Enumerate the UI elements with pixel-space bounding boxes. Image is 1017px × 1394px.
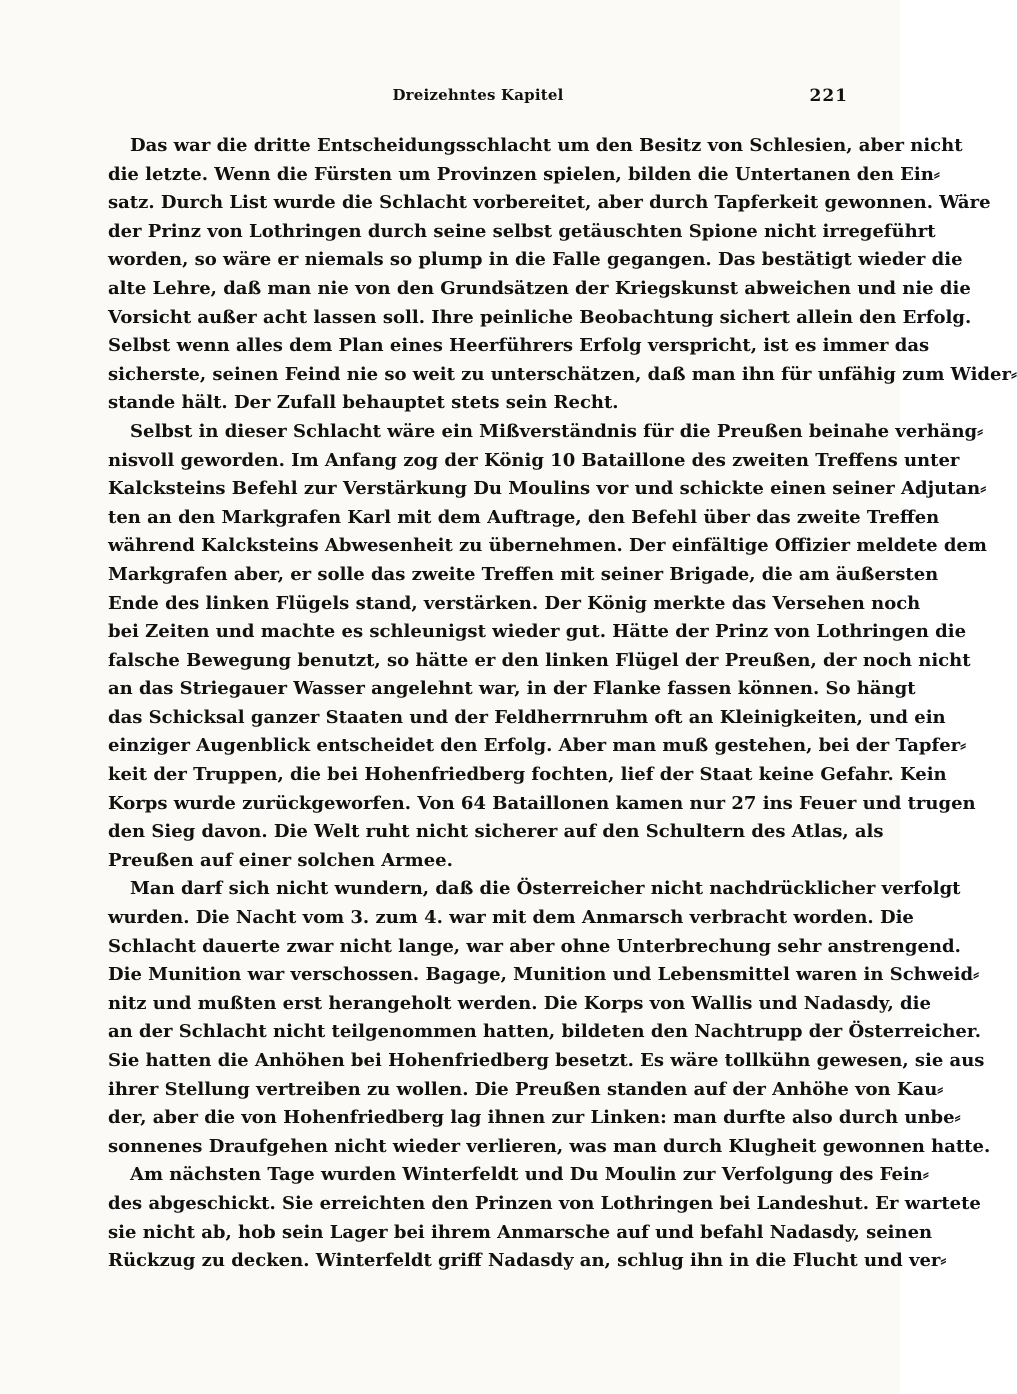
text-line: die letzte. Wenn die Fürsten um Provinzen spielen, bilden die Untertanen den Ein⸗ bbox=[108, 163, 940, 185]
text-line: der Prinz von Lothringen durch seine selbst getäuschten Spione nicht irregeführt bbox=[108, 220, 936, 242]
text-line: Vorsicht außer acht lassen soll. Ihre peinliche Beobachtung sichert allein den Erfolg. bbox=[108, 306, 972, 328]
chapter-title: Dreizehntes Kapitel bbox=[392, 86, 564, 104]
text-line: satz. Durch List wurde die Schlacht vorbereitet, aber durch Tapferkeit gewonnen. Wäre bbox=[108, 192, 991, 214]
text-line: Rückzug zu decken. Winterfeldt griff Nadasdy an, schlug ihn in die Flucht und ver⸗ bbox=[108, 1250, 947, 1272]
text-line: nisvoll geworden. Im Anfang zog der König 10 Bataillone des zweiten Treffens unter bbox=[108, 449, 960, 471]
text-line: Man darf sich nicht wundern, daß die Österreicher nicht nachdrücklicher verfolgt bbox=[130, 878, 961, 900]
text-line: Preußen auf einer solchen Armee. bbox=[108, 849, 453, 871]
paragraph bbox=[108, 875, 991, 1161]
text-line: der, aber die von Hohenfriedberg lag ihnen zur Linken: man durfte also durch unbe⸗ bbox=[108, 1107, 961, 1129]
text-line: stande hält. Der Zufall behauptet stets sein Recht. bbox=[108, 392, 619, 414]
text-line: Schlacht dauerte zwar nicht lange, war aber ohne Unterbrechung sehr anstrengend. bbox=[108, 935, 961, 957]
text-line: sie nicht ab, hob sein Lager bei ihrem Anmarsche auf und befahl Nadasdy, seinen bbox=[108, 1221, 933, 1243]
page-number: 221 bbox=[809, 86, 848, 106]
paragraph bbox=[108, 132, 1017, 418]
text-line: sonnenes Draufgehen nicht wieder verlieren, was man durch Klugheit gewonnen hatte. bbox=[108, 1135, 991, 1157]
paragraph bbox=[108, 1161, 981, 1275]
text-line: falsche Bewegung benutzt, so hätte er den linken Flügel der Preußen, der noch nicht bbox=[108, 649, 971, 671]
text-line: bei Zeiten und machte es schleunigst wieder gut. Hätte der Prinz von Lothringen die bbox=[108, 621, 967, 643]
text-line: Markgrafen aber, er solle das zweite Treffen mit seiner Brigade, die am äußersten bbox=[108, 563, 939, 585]
text-line: das Schicksal ganzer Staaten und der Feldherrnruhm oft an Kleinigkeiten, und ein bbox=[108, 706, 946, 728]
text-line: ten an den Markgrafen Karl mit dem Auftrage, den Befehl über das zweite Treffen bbox=[108, 506, 940, 528]
text-line: an das Striegauer Wasser angelehnt war, in der Flanke fassen können. So hängt bbox=[108, 678, 916, 700]
text-line: nitz und mußten erst herangeholt werden. Die Korps von Wallis und Nadasdy, die bbox=[108, 992, 931, 1014]
text-line: Kalcksteins Befehl zur Verstärkung Du Moulins vor und schickte einen seiner Adjutan⸗ bbox=[108, 478, 987, 500]
text-line: Am nächsten Tage wurden Winterfeldt und Du Moulin zur Verfolgung des Fein⸗ bbox=[130, 1164, 929, 1186]
text-line: des abgeschickt. Sie erreichten den Prinzen von Lothringen bei Landeshut. Er wartete bbox=[108, 1192, 981, 1214]
text-line: Sie hatten die Anhöhen bei Hohenfriedberg besetzt. Es wäre tollkühn gewesen, sie aus bbox=[108, 1050, 985, 1071]
text-line: Selbst wenn alles dem Plan eines Heerführers Erfolg verspricht, ist es immer das bbox=[108, 335, 930, 357]
text-line: worden, so wäre er niemals so plump in die Falle gegangen. Das bestätigt wieder die bbox=[108, 249, 963, 271]
text-line: Korps wurde zurückgeworfen. Von 64 Bataillonen kamen nur 27 ins Feuer und trugen bbox=[108, 792, 976, 814]
text-line: wurden. Die Nacht vom 3. zum 4. war mit dem Anmarsch verbracht worden. Die bbox=[108, 907, 914, 929]
text-line: an der Schlacht nicht teilgenommen hatten, bildeten den Nachtrupp der Österreicher. bbox=[108, 1021, 981, 1043]
paragraph bbox=[108, 418, 987, 876]
text-line: keit der Truppen, die bei Hohenfriedberg fochten, lief der Staat keine Gefahr. Kein bbox=[108, 764, 947, 786]
text-line: ihrer Stellung vertreiben zu wollen. Die Preußen standen auf der Anhöhe von Kau⸗ bbox=[108, 1078, 944, 1100]
text-line: sicherste, seinen Feind nie so weit zu unterschätzen, daß man ihn für unfähig zum Wider⸗ bbox=[108, 363, 1017, 385]
text-line: den Sieg davon. Die Welt ruht nicht sicherer auf den Schultern des Atlas, als bbox=[108, 821, 884, 843]
body-text bbox=[108, 132, 1017, 1276]
running-header bbox=[108, 80, 848, 110]
text-line: einziger Augenblick entscheidet den Erfolg. Aber man muß gestehen, bei der Tapfer⸗ bbox=[108, 735, 967, 757]
text-line: Die Munition war verschossen. Bagage, Munition und Lebensmittel waren in Schweid⸗ bbox=[108, 964, 980, 986]
text-line: während Kalcksteins Abwesenheit zu übernehmen. Der einfältige Offizier meldete dem bbox=[108, 535, 987, 557]
text-line: Selbst in dieser Schlacht wäre ein Mißverständnis für die Preußen beinahe verhäng⸗ bbox=[130, 420, 984, 442]
text-line: alte Lehre, daß man nie von den Grundsätzen der Kriegskunst abweichen und nie die bbox=[108, 277, 971, 299]
text-line: Ende des linken Flügels stand, verstärken. Der König merkte das Versehen noch bbox=[108, 592, 921, 614]
text-line: Das war die dritte Entscheidungsschlacht um den Besitz von Schlesien, aber nicht bbox=[130, 135, 963, 156]
